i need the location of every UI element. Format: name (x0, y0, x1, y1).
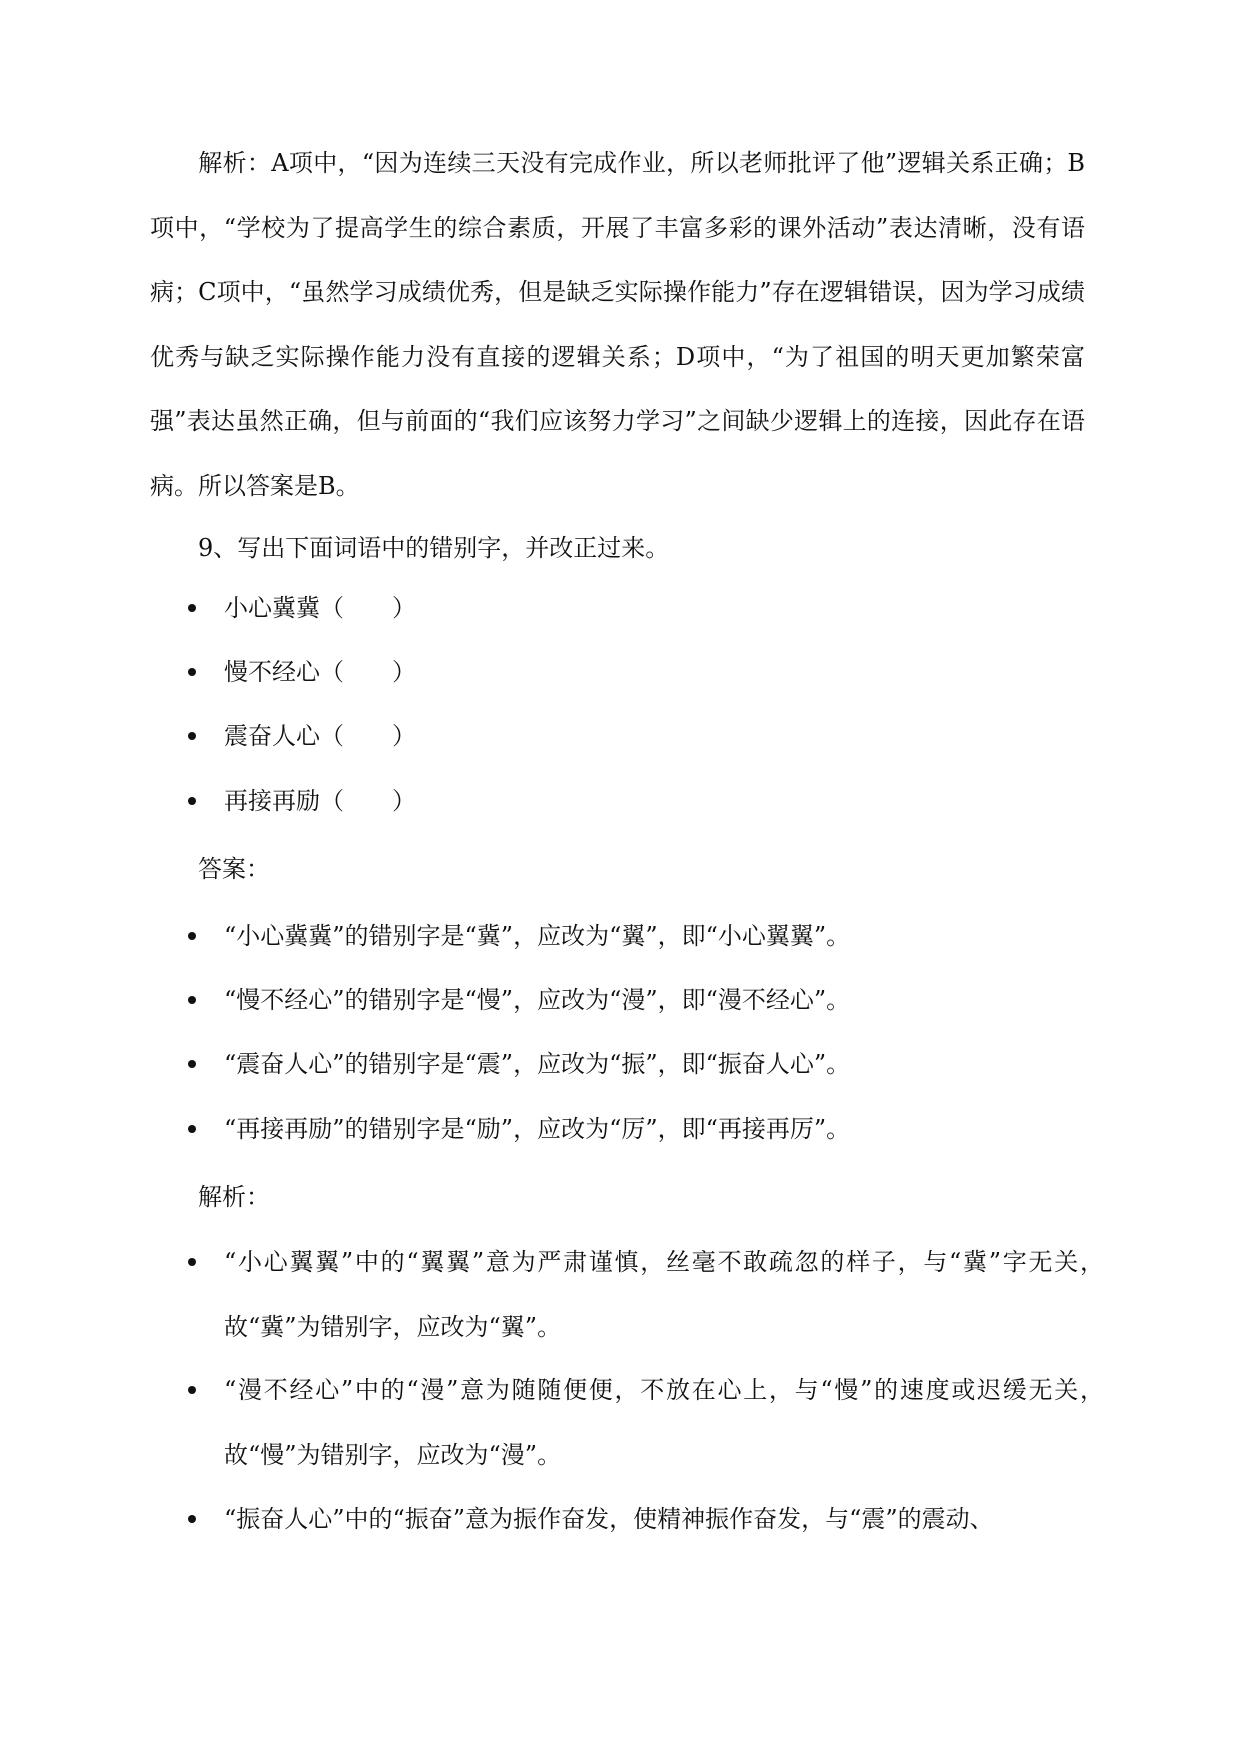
analysis-item-text: “漫不经心”中的“漫”意为随随便便，不放在心上，与“慢”的速度或迟缓无关，故“慢”为错别字，应改为“漫”。 (224, 1376, 1104, 1469)
question-heading: 9、写出下面词语中的错别字，并改正过来。 (198, 534, 670, 562)
answer-item-text: “慢不经心”的错别字是“慢”，应改为“漫”，即“漫不经心”。 (224, 986, 851, 1014)
question-item-text: 慢不经心（ ） (224, 658, 416, 686)
question-item-text: 小心冀冀（ ） (224, 594, 416, 622)
bullet-icon (188, 996, 196, 1004)
analysis-item-text: “小心翼翼”中的“翼翼”意为严肃谨慎，丝毫不敢疏忽的样子，与“冀”字无关，故“冀”为错别字，应改为“翼”。 (224, 1248, 1104, 1341)
bullet-icon (188, 1060, 196, 1068)
bullet-icon (188, 1515, 196, 1523)
question-item-text: 震奋人心（ ） (224, 722, 416, 750)
bullet-icon (188, 932, 196, 940)
answer-item-text: “小心冀冀”的错别字是“冀”，应改为“翼”，即“小心翼翼”。 (224, 922, 851, 950)
bullet-icon (188, 1125, 196, 1133)
analysis-label: 解析： (198, 1183, 270, 1211)
analysis-paragraph (150, 131, 1085, 518)
bullet-icon (188, 1386, 196, 1394)
answer-item-text: “震奋人心”的错别字是“震”，应改为“振”，即“振奋人心”。 (224, 1050, 851, 1078)
bullet-icon (188, 732, 196, 740)
bullet-icon (188, 604, 196, 612)
bullet-icon (188, 797, 196, 805)
bullet-icon (188, 1258, 196, 1266)
bullet-icon (188, 668, 196, 676)
analysis-item-text: “振奋人心”中的“振奋”意为振作奋发，使精神振作奋发，与“震”的震动、 (224, 1505, 994, 1533)
answer-item-text: “再接再励”的错别字是“励”，应改为“厉”，即“再接再厉”。 (224, 1115, 851, 1143)
question-item-text: 再接再励（ ） (224, 787, 416, 815)
analysis-paragraph-text: 解析：A项中，“因为连续三天没有完成作业，所以老师批评了他”逻辑关系正确；B项中，“学校为了提高学生的综合素质，开展了丰富多彩的课外活动”表达清晰，没有语病；C项中，“虽然学习成绩优秀，但是缺乏实际操作能力”存在逻辑错误，因为学习成绩优秀与缺乏实际操作能力没有直接的逻辑关系；D项中，“为了祖国的明天更加繁荣富强”表达虽然正确，但与前面的“我们应该努力学习”之间缺少逻辑上的连接，因此存在语病。所以答案是B。 (150, 149, 1085, 500)
answer-label: 答案： (198, 855, 270, 883)
